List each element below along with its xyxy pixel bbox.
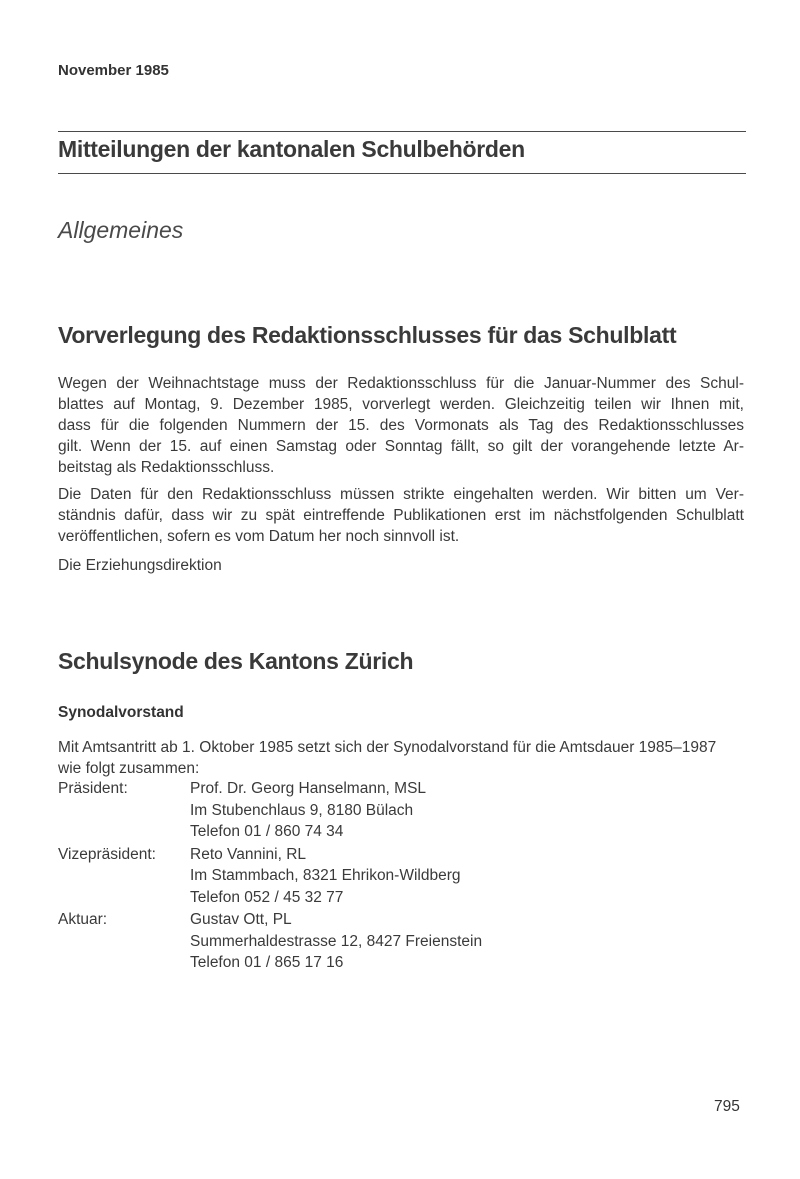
text-line: beitstag als Redaktionsschluss. [58,459,275,476]
section-title: Mitteilungen der kantonalen Schulbehörden [58,136,525,162]
member-address: Im Stammbach, 8321 Ehrikon-Wildberg [190,867,461,884]
section-rule-bottom [58,173,746,174]
text-line: blattes auf Montag, 9. Dezember 1985, vorverlegt werden. Gleichzeitig teilen wir Ihnen mit, [58,396,744,413]
board-roster [58,778,744,975]
role-label: Vizepräsident: [58,845,156,863]
text-line: wie folgt zusammen: [58,760,200,777]
member-address: Summerhaldestrasse 12, 8427 Freienstein [190,932,483,950]
member-name: Prof. Dr. Georg Hanselmann, MSL [190,780,427,797]
role-label: Aktuar: [58,911,108,928]
subheading: Synodalvorstand [58,704,184,721]
member-phone: Telefon 01 / 860 74 34 [190,823,344,840]
member-phone: Telefon 01 / 865 17 16 [190,954,344,971]
text-line: ständnis dafür, dass wir zu spät eintreffende Publikationen erst im nächstfolgenden Schulblatt [58,507,744,524]
member-name: Reto Vannini, RL [190,845,307,863]
intro-paragraph [58,737,744,779]
running-head: November 1985 [58,62,169,79]
article-paragraph [58,373,744,478]
article-heading: Vorverlegung des Redaktionsschlusses für das Schulblatt [58,322,677,348]
text-line: Die Daten für den Redaktionsschluss müssen strikte eingehalten werden. Wir bitten um Ver- [58,486,744,503]
member-phone: Telefon 052 / 45 32 77 [190,888,344,906]
roster-entry [58,844,744,909]
member-name: Gustav Ott, PL [190,911,292,928]
text-line: gilt. Wenn der 15. auf einen Samstag oder Sonntag fällt, so gilt der vorangehende letzte Ar- [58,438,744,455]
article-heading: Schulsynode des Kantons Zürich [58,648,414,674]
text-line: Wegen der Weihnachtstage muss der Redaktionsschluss für die Januar-Nummer des Schul- [58,375,744,392]
roster-entry [58,778,744,843]
page-number: 795 [714,1098,740,1115]
role-details [190,778,744,843]
section-rule-top [58,131,746,132]
signoff: Die Erziehungsdirektion [58,557,222,574]
text-line: veröffentlichen, sofern es vom Datum her noch sinnvoll ist. [58,528,460,545]
member-address: Im Stubenchlaus 9, 8180 Bülach [190,801,414,819]
role-details [190,909,744,974]
text-line: dass für die folgenden Nummern der 15. des Vormonats als Tag des Redaktionsschlusses [58,417,744,434]
text-line: Mit Amtsantritt ab 1. Oktober 1985 setzt sich der Synodalvorstand für die Amtsdauer 1985–1987 [58,739,717,756]
article-paragraph [58,484,744,547]
category-heading: Allgemeines [58,217,184,243]
roster-entry [58,909,744,974]
role-label: Präsident: [58,780,128,797]
role-details [190,844,744,909]
